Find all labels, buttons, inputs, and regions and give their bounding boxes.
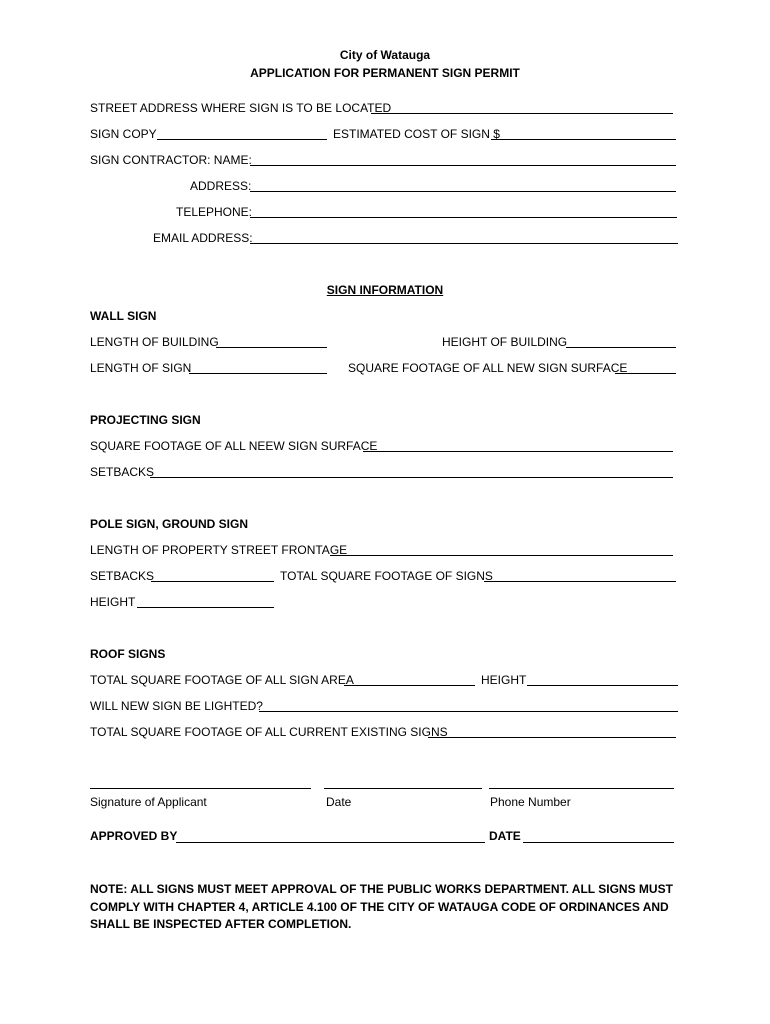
pole-total-sqft-field[interactable] <box>484 581 676 582</box>
sign-lighted-field[interactable] <box>259 711 678 712</box>
street-frontage-label: LENGTH OF PROPERTY STREET FRONTAGE <box>90 543 348 557</box>
signature-date-field[interactable] <box>324 788 482 789</box>
contractor-name-field[interactable] <box>250 165 676 166</box>
pole-height-field[interactable] <box>137 607 274 608</box>
contractor-email-label: EMAIL ADDRESS: <box>153 231 253 245</box>
projecting-sign-heading: PROJECTING SIGN <box>90 413 201 427</box>
projecting-sqft-surface-label: SQUARE FOOTAGE OF ALL NEEW SIGN SURFACE <box>90 439 378 453</box>
signature-date-label: Date <box>326 795 352 809</box>
approved-by-label: APPROVED BY <box>90 829 178 843</box>
wall-sqft-new-surface-label: SQUARE FOOTAGE OF ALL NEW SIGN SURFACE <box>348 361 628 375</box>
wall-sign-heading: WALL SIGN <box>90 309 157 323</box>
pole-setbacks-label: SETBACKS <box>90 569 155 583</box>
length-of-sign-field[interactable] <box>189 373 327 374</box>
sign-copy-field[interactable] <box>157 139 327 140</box>
roof-signs-heading: ROOF SIGNS <box>90 647 166 661</box>
length-of-building-field[interactable] <box>216 347 327 348</box>
pole-sign-heading: POLE SIGN, GROUND SIGN <box>90 517 249 531</box>
contractor-telephone-field[interactable] <box>250 217 677 218</box>
sign-copy-label: SIGN COPY <box>90 127 157 141</box>
approved-date-field[interactable] <box>523 842 674 843</box>
phone-number-field[interactable] <box>489 788 674 789</box>
contractor-name-label: SIGN CONTRACTOR: NAME: <box>90 153 252 167</box>
roof-height-field[interactable] <box>527 685 678 686</box>
city-name: City of Watauga <box>339 48 431 62</box>
roof-total-sqft-field[interactable] <box>344 685 475 686</box>
approved-date-label: DATE <box>489 829 521 843</box>
height-of-building-label: HEIGHT OF BUILDING <box>442 335 568 349</box>
street-frontage-field[interactable] <box>330 555 673 556</box>
existing-signs-sqft-field[interactable] <box>428 737 676 738</box>
projecting-setbacks-field[interactable] <box>150 477 673 478</box>
estimated-cost-field[interactable] <box>491 139 676 140</box>
pole-height-label: HEIGHT <box>90 595 136 609</box>
form-title: APPLICATION FOR PERMANENT SIGN PERMIT <box>250 66 520 80</box>
contractor-telephone-label: TELEPHONE: <box>176 205 253 219</box>
contractor-address-field[interactable] <box>250 191 676 192</box>
street-address-field[interactable] <box>371 113 673 114</box>
street-address-label: STREET ADDRESS WHERE SIGN IS TO BE LOCATED <box>90 101 392 115</box>
pole-setbacks-field[interactable] <box>151 581 274 582</box>
roof-total-sqft-label: TOTAL SQUARE FOOTAGE OF ALL SIGN AREA <box>90 673 354 687</box>
length-of-building-label: LENGTH OF BUILDING <box>90 335 219 349</box>
estimated-cost-label: ESTIMATED COST OF SIGN $ <box>333 127 500 141</box>
applicant-signature-label: Signature of Applicant <box>90 795 207 809</box>
contractor-address-label: ADDRESS: <box>190 179 252 193</box>
projecting-sqft-surface-field[interactable] <box>363 451 673 452</box>
contractor-email-field[interactable] <box>250 243 678 244</box>
approved-by-field[interactable] <box>176 842 485 843</box>
sign-lighted-label: WILL NEW SIGN BE LIGHTED? <box>90 699 263 713</box>
height-of-building-field[interactable] <box>566 347 676 348</box>
compliance-note: NOTE: ALL SIGNS MUST MEET APPROVAL OF THE PUBLIC WORKS DEPARTMENT. ALL SIGNS MUST COMPLY WITH CHAPTER 4, ARTICLE 4.100 OF THE CITY OF WATAUGA CODE OF ORDINANCES AND SHALL BE INSPECTED AFTER COMPLETION. <box>90 882 673 931</box>
pole-total-sqft-label: TOTAL SQUARE FOOTAGE OF SIGNS <box>280 569 493 583</box>
length-of-sign-label: LENGTH OF SIGN <box>90 361 192 375</box>
phone-number-label: Phone Number <box>490 795 571 809</box>
roof-height-label: HEIGHT <box>481 673 527 687</box>
existing-signs-sqft-label: TOTAL SQUARE FOOTAGE OF ALL CURRENT EXISTING SIGNS <box>90 725 448 739</box>
applicant-signature-field[interactable] <box>90 788 311 789</box>
projecting-setbacks-label: SETBACKS <box>90 465 155 479</box>
wall-sqft-new-surface-field[interactable] <box>615 373 676 374</box>
sign-information-heading: SIGN INFORMATION <box>326 283 444 297</box>
